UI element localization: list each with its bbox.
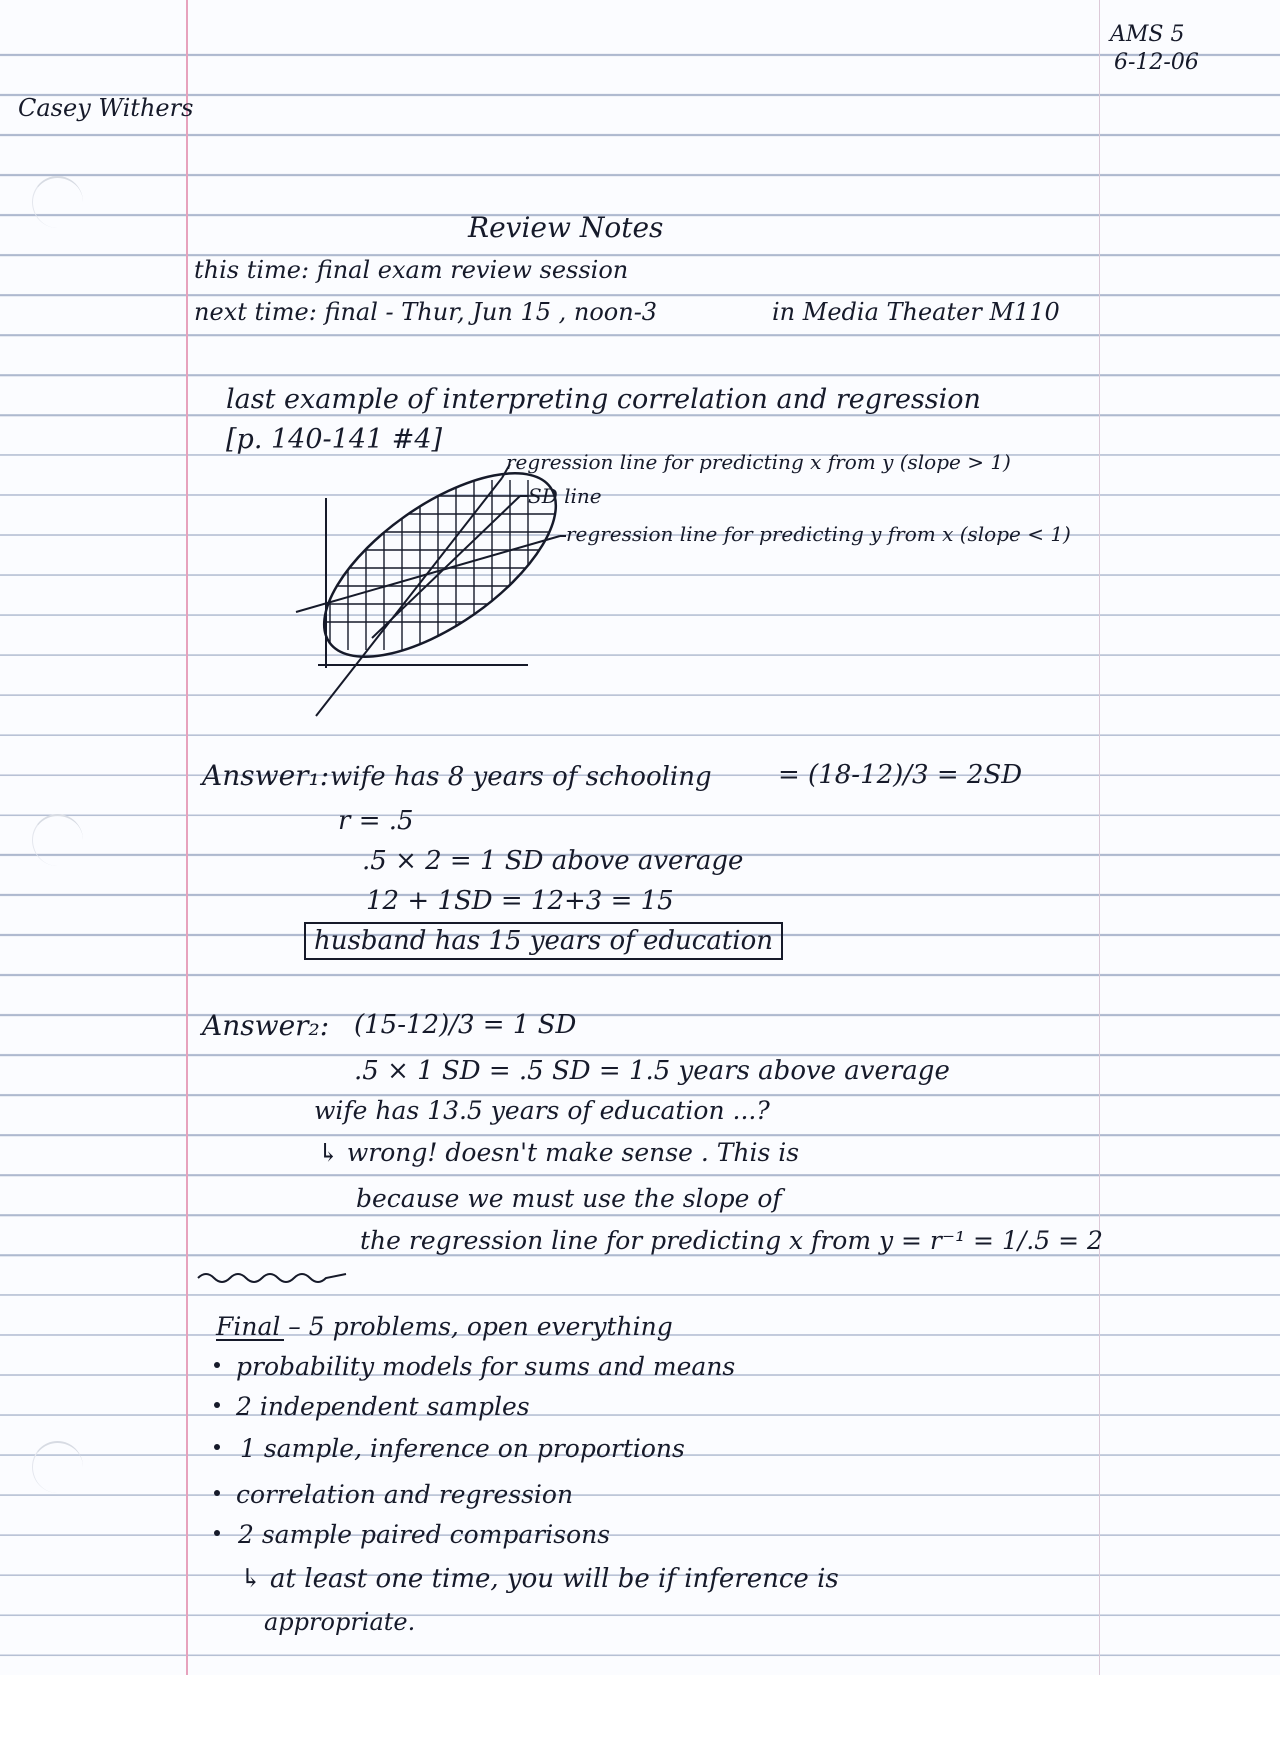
final-topic: probability models for sums and means	[236, 1352, 736, 1381]
this-time-line: this time: final exam review session	[194, 256, 629, 284]
correlation-value: r = .5	[338, 806, 414, 836]
final-topic: 2 independent samples	[236, 1392, 530, 1421]
answer-2-step-5: because we must use the slope of	[356, 1184, 782, 1213]
answer-1-step-3: 12 + 1SD = 12+3 = 15	[366, 886, 674, 916]
bullet-dot	[214, 1490, 220, 1496]
answer-2-step-3: wife has 13.5 years of education ...?	[314, 1096, 770, 1125]
exam-location: in Media Theater M110	[772, 298, 1060, 326]
scan-margin	[0, 1675, 1280, 1763]
answer-2-label: Answer₂:	[202, 1009, 330, 1042]
bullet-dot	[214, 1362, 220, 1368]
bullet-dot	[214, 1402, 220, 1408]
answer-2-step-6: the regression line for predicting x from y = r⁻¹ = 1/.5 = 2	[360, 1226, 1103, 1255]
final-topic: 1 sample, inference on proportions	[240, 1434, 685, 1463]
bullet-dot	[214, 1444, 220, 1450]
answer-2-step-2: .5 × 1 SD = .5 SD = 1.5 years above average	[354, 1056, 950, 1086]
example-reference: [p. 140-141 #4]	[226, 424, 443, 455]
final-topic: 2 sample paired comparisons	[238, 1520, 611, 1549]
answer-2-z-score: (15-12)/3 = 1 SD	[354, 1010, 577, 1040]
final-note-line-1: ↳ at least one time, you will be if inference is	[240, 1564, 839, 1594]
label-sd-line: SD line	[528, 484, 602, 508]
label-regression-y-from-x: regression line for predicting y from x (slope < 1)	[566, 522, 1071, 546]
answer-1-fraction: = (18-12)/3 = 2SD	[778, 760, 1023, 790]
next-time-line: next time: final - Thur, Jun 15 , noon-3	[194, 298, 658, 326]
final-heading: Final – 5 problems, open everything	[216, 1312, 673, 1341]
page-title: Review Notes	[468, 211, 664, 244]
course-code: AMS 5	[1110, 22, 1185, 47]
answer-1-result-box: husband has 15 years of education	[304, 922, 783, 960]
answer-2-step-4: ↳ wrong! doesn't make sense . This is	[318, 1138, 800, 1167]
answer-1-schooling: wife has 8 years of schooling	[330, 762, 712, 792]
final-topic: correlation and regression	[236, 1480, 574, 1509]
bullet-dot	[214, 1530, 220, 1536]
note-date: 6-12-06	[1114, 50, 1199, 75]
final-note-line-2: appropriate.	[264, 1608, 416, 1636]
label-regression-x-from-y: regression line for predicting x from y (slope > 1)	[506, 450, 1011, 474]
author-name: Casey Withers	[18, 94, 194, 122]
answer-1-step-2: .5 × 2 = 1 SD above average	[362, 846, 744, 876]
answer-1-label: Answer₁:	[202, 759, 330, 792]
example-heading: last example of interpreting correlation and regression	[226, 384, 981, 415]
